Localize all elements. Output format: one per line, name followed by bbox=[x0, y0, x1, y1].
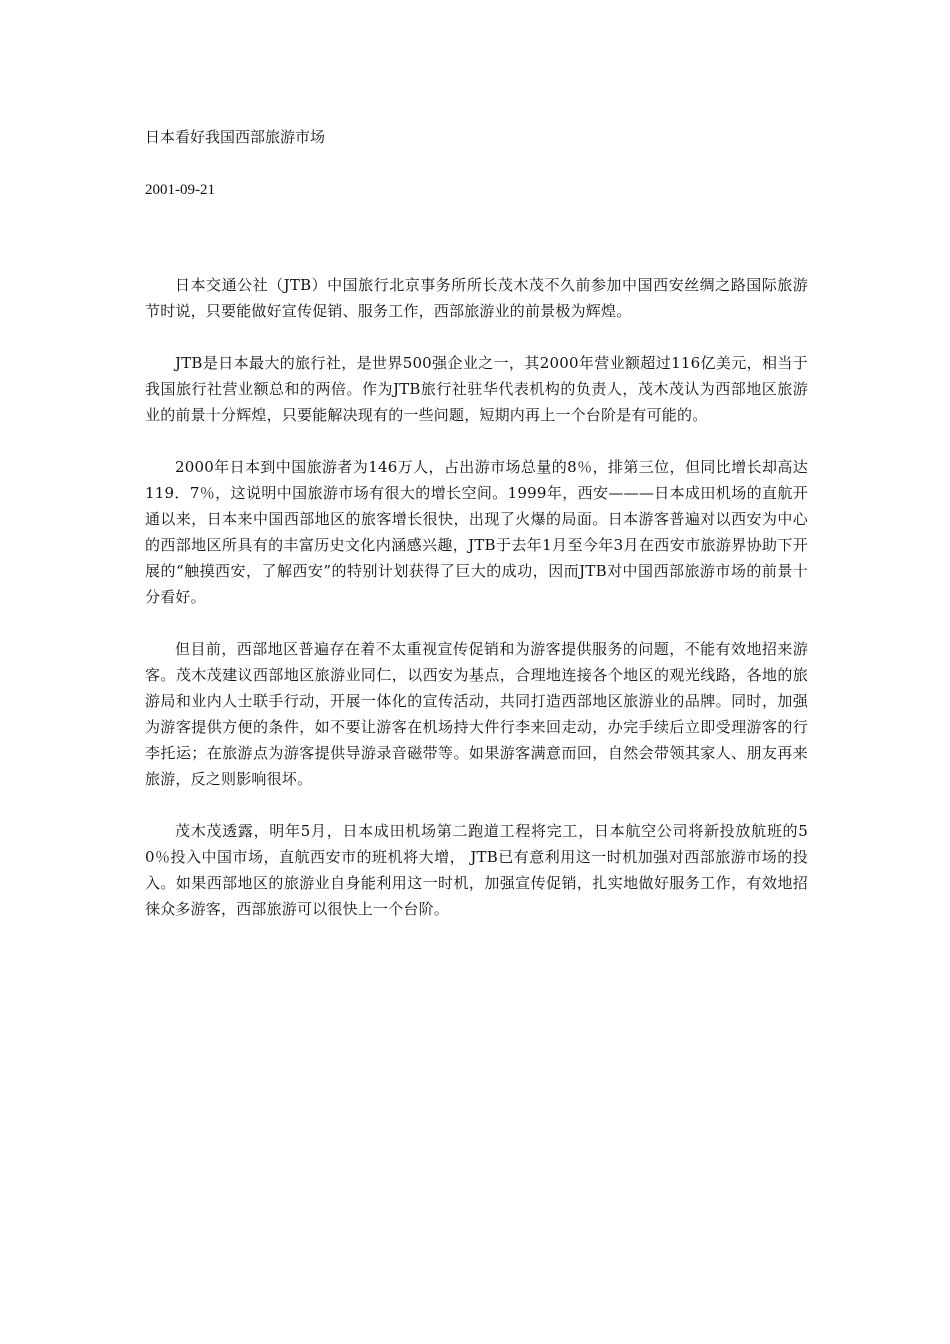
article-body bbox=[145, 272, 808, 948]
article-title: 日本看好我国西部旅游市场 bbox=[145, 128, 326, 146]
paragraph-1: 日本交通公社（JTB）中国旅行北京事务所所长茂木茂不久前参加中国西安丝绸之路国际旅游节时说，只要能做好宣传促销、服务工作，西部旅游业的前景极为辉煌。 bbox=[145, 276, 808, 320]
paragraph-3: 2000年日本到中国旅游者为146万人，占出游市场总量的8％，排第三位，但同比增长却高达119．7％，这说明中国旅游市场有很大的增长空间。1999年，西安———日本成田机场的直航开通以来，日本来中国西部地区的旅客增长很快，出现了火爆的局面。日本游客普遍对以西安为中心的西部地区所具有的丰富历史文化内涵感兴趣，JTB于去年1月至今年3月在西安市旅游界协助下开展的“触摸西安，了解西安”的特别计划获得了巨大的成功，因而JTB对中国西部旅游市场的前景十分看好。 bbox=[145, 458, 808, 606]
paragraph-2: JTB是日本最大的旅行社，是世界500强企业之一，其2000年营业额超过116亿美元，相当于我国旅行社营业额总和的两倍。作为JTB旅行社驻华代表机构的负责人，茂木茂认为西部地区旅游业的前景十分辉煌，只要能解决现有的一些问题，短期内再上一个台阶是有可能的。 bbox=[145, 354, 808, 424]
paragraph-4: 但目前，西部地区普遍存在着不太重视宣传促销和为游客提供服务的问题，不能有效地招来游客。茂木茂建议西部地区旅游业同仁，以西安为基点，合理地连接各个地区的观光线路，各地的旅游局和业内人士联手行动，开展一体化的宣传活动，共同打造西部地区旅游业的品牌。同时，加强为游客提供方便的条件，如不要让游客在机场持大件行李来回走动，办完手续后立即受理游客的行李托运；在旅游点为游客提供导游录音磁带等。如果游客满意而回，自然会带领其家人、朋友再来旅游，反之则影响很坏。 bbox=[145, 640, 808, 788]
paragraph-5: 茂木茂透露，明年5月，日本成田机场第二跑道工程将完工，日本航空公司将新投放航班的50％投入中国市场，直航西安市的班机将大增， JTB已有意利用这一时机加强对西部旅游市场的投入。如果西部地区的旅游业自身能利用这一时机，加强宣传促销，扎实地做好服务工作，有效地招徕众多游客，西部旅游可以很快上一个台阶。 bbox=[145, 822, 808, 918]
article-date: 2001-09-21 bbox=[145, 182, 215, 198]
